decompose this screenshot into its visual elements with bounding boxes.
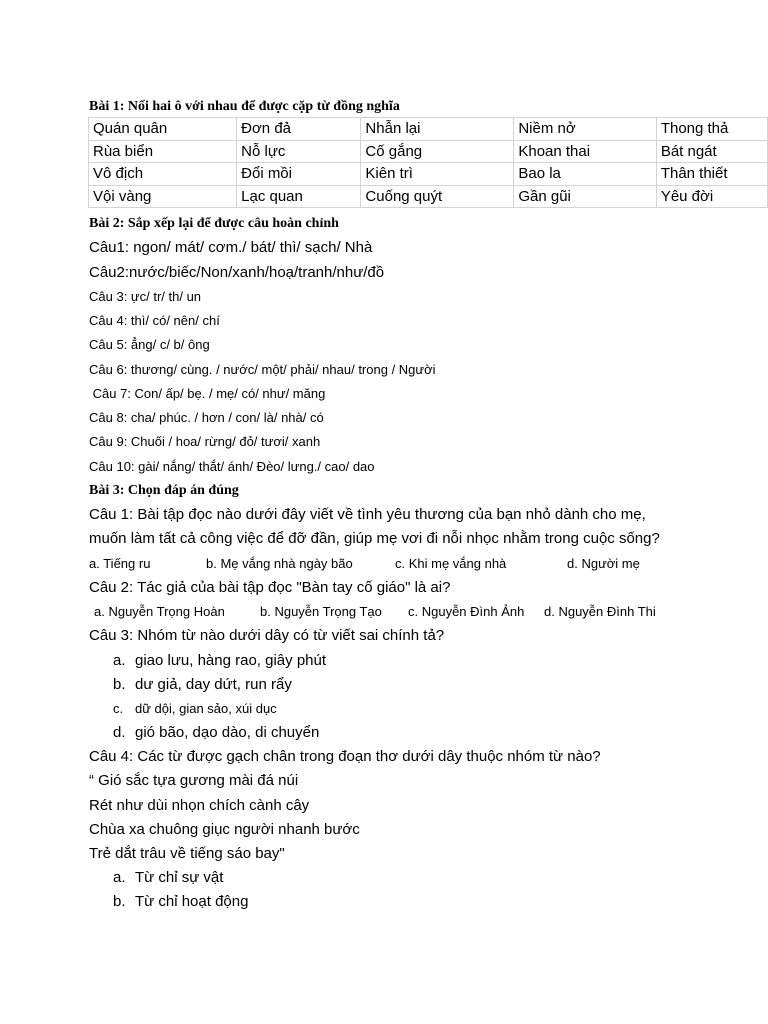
list-item-text: giao lưu, hàng rao, giây phút — [135, 652, 327, 669]
list-item-text: Từ chỉ hoạt động — [135, 893, 249, 910]
table-cell: Nhẫn lại — [361, 118, 514, 141]
table-cell: Cố gắng — [361, 140, 514, 163]
question-1-line-2: muốn làm tất cả công việc để đỡ đần, giúp mẹ vơi đi nỗi nhọc nhằm trong cuộc sống? — [89, 530, 660, 547]
table-cell: Bao la — [514, 163, 656, 186]
list-item-text: Từ chỉ sự vật — [135, 869, 224, 886]
table-cell: Đổi mồi — [237, 163, 361, 186]
list-item: Câu 8: cha/ phúc. / hơn / con/ là/ nhà/ có — [89, 410, 324, 425]
bai3-heading: Bài 3: Chọn đáp án đúng — [89, 483, 239, 498]
list-item — [113, 893, 248, 910]
answer-option: a. Nguyễn Trọng Hoàn — [94, 604, 225, 619]
list-item: Câu 9: Chuối / hoa/ rừng/ đỏ/ tươi/ xanh — [89, 434, 321, 449]
table-cell: Thong thả — [656, 118, 767, 141]
list-item — [113, 869, 223, 886]
poem-line: “ Gió sắc tựa gương mài đá núi — [89, 772, 299, 789]
table-row — [89, 163, 768, 186]
table-cell: Vội vàng — [89, 185, 237, 208]
list-item-text: dư giả, day dứt, run rẩy — [135, 676, 292, 693]
table-row — [89, 185, 768, 208]
list-item: Câu1: ngon/ mát/ cơm./ bát/ thì/ sạch/ Nhà — [89, 239, 373, 256]
list-item — [113, 676, 292, 693]
question-4: Câu 4: Các từ được gạch chân trong đoạn thơ dưới dây thuộc nhóm từ nào? — [89, 748, 601, 765]
list-item: Câu 7: Con/ ấp/ bẹ. / mẹ/ có/ như/ măng — [89, 386, 326, 401]
answer-option: c. Khi mẹ vắng nhà — [395, 556, 507, 571]
table-row — [89, 118, 768, 141]
answer-option: c. Nguyễn Đình Ảnh — [408, 604, 525, 619]
answer-option: a. Tiếng ru — [89, 556, 151, 571]
list-item: Câu2:nước/biếc/Non/xanh/hoạ/tranh/như/đồ — [89, 264, 385, 281]
list-item: Câu 10: gài/ nắng/ thắt/ ánh/ Đèo/ lưng./ cao/ dao — [89, 459, 375, 474]
question-1-line-1: Câu 1: Bài tập đọc nào dưới đây viết về tình yêu thương của bạn nhỏ dành cho mẹ, — [89, 506, 646, 523]
list-item — [113, 724, 319, 741]
table-cell: Kiên trì — [361, 163, 514, 186]
list-item: Câu 3: ực/ tr/ th/ un — [89, 289, 202, 304]
answer-option: d. Nguyễn Đình Thi — [544, 604, 656, 619]
table-cell: Nỗ lực — [237, 140, 361, 163]
question-2: Câu 2: Tác giả của bài tập đọc "Bàn tay cố giáo" là ai? — [89, 579, 451, 596]
poem-line: Rét như dùi nhọn chích cành cây — [89, 797, 310, 814]
table-cell: Bát ngát — [656, 140, 767, 163]
list-marker: a. — [113, 652, 126, 669]
answer-option: b. Nguyễn Trọng Tạo — [260, 604, 382, 619]
table-cell: Lạc quan — [237, 185, 361, 208]
table-cell: Quán quân — [89, 118, 237, 141]
answer-option: d. Người mẹ — [567, 556, 640, 571]
synonym-table — [88, 117, 768, 208]
table-cell: Gần gũi — [514, 185, 656, 208]
list-item-text: dữ dội, gian sảo, xúi dục — [135, 701, 277, 716]
table-cell: Yêu đời — [656, 185, 767, 208]
bai2-heading: Bài 2: Sắp xếp lại để được câu hoàn chỉnh — [89, 216, 339, 231]
bai1-heading: Bài 1: Nối hai ô với nhau để được cặp từ đồng nghĩa — [89, 99, 400, 114]
list-item — [113, 652, 326, 669]
list-marker: b. — [113, 893, 126, 910]
table-cell: Thân thiết — [656, 163, 767, 186]
poem-line: Trẻ dắt trâu về tiếng sáo bay" — [89, 845, 285, 862]
list-marker: a. — [113, 869, 126, 886]
table-cell: Cuống quýt — [361, 185, 514, 208]
poem-line: Chùa xa chuông giục người nhanh bước — [89, 821, 360, 838]
list-item: Câu 4: thì/ có/ nên/ chí — [89, 313, 220, 328]
list-item: Câu 5: ẳng/ c/ b/ ông — [89, 337, 210, 352]
table-cell: Vô địch — [89, 163, 237, 186]
table-row — [89, 140, 768, 163]
table-cell: Đơn đả — [237, 118, 361, 141]
question-3: Câu 3: Nhóm từ nào dưới dây có từ viết sai chính tả? — [89, 627, 445, 644]
list-item-text: gió bão, dạo dào, di chuyển — [135, 724, 320, 741]
table-cell: Khoan thai — [514, 140, 656, 163]
table-cell: Niềm nở — [514, 118, 656, 141]
list-marker: b. — [113, 676, 126, 693]
list-item — [113, 701, 277, 716]
list-marker: c. — [113, 701, 124, 716]
list-item: Câu 6: thương/ cùng. / nước/ một/ phải/ nhau/ trong / Người — [89, 362, 436, 377]
list-marker: d. — [113, 724, 126, 741]
table-cell: Rùa biển — [89, 140, 237, 163]
answer-option: b. Mẹ vắng nhà ngày bão — [206, 556, 353, 571]
